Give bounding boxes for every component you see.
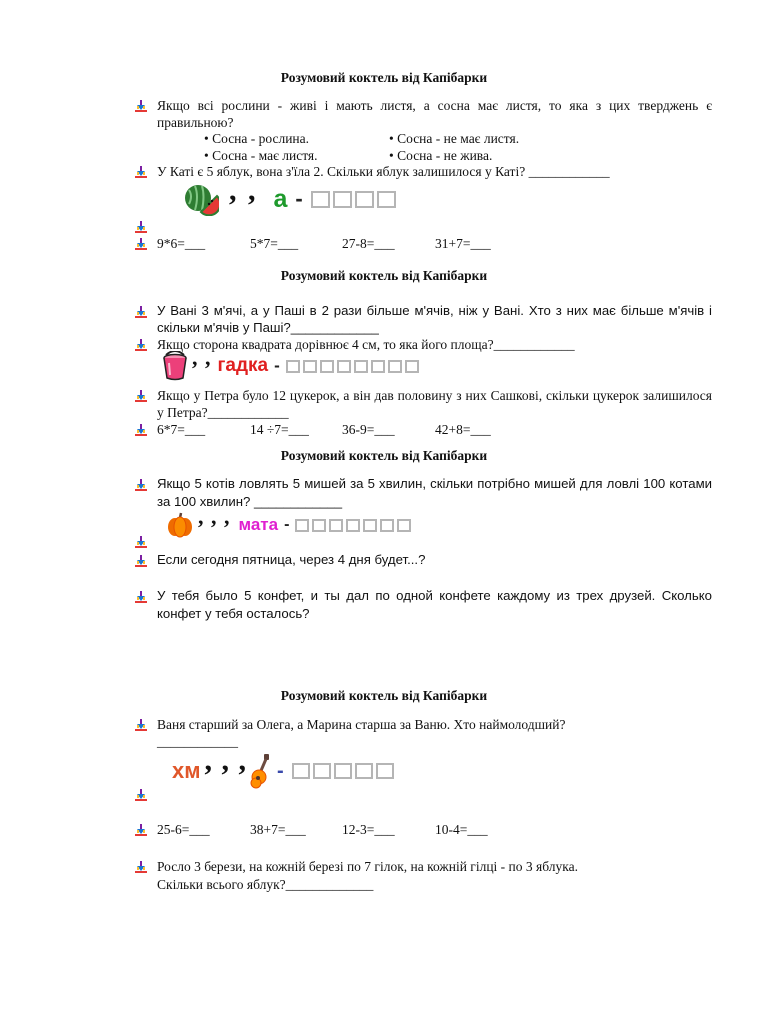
answer-boxes xyxy=(295,519,411,532)
arrow-bullet-icon xyxy=(135,306,147,318)
rebus-commas: , , xyxy=(229,174,258,207)
math-problem: 10-4=___ xyxy=(435,822,488,837)
section-title: Розумовий коктель від Капібарки xyxy=(280,688,488,703)
answer-boxes xyxy=(286,360,419,373)
pumpkin-icon xyxy=(166,512,194,538)
math-problem: 25-6=___ xyxy=(157,822,210,837)
rebus-dash: - xyxy=(295,186,303,211)
math-problem: 6*7=___ xyxy=(157,422,206,437)
arrow-bullet-icon xyxy=(135,390,147,402)
question-text: Если сегодня пятница, через 4 дня будет...? xyxy=(157,552,426,567)
arrow-bullet-icon xyxy=(135,555,147,567)
answer-boxes xyxy=(311,191,396,208)
guitar-icon xyxy=(249,753,273,789)
rebus-dash: - xyxy=(277,759,284,782)
arrow-bullet-icon xyxy=(135,591,147,603)
question-text: Якщо 5 котів ловлять 5 мишей за 5 хвилин, скільки потрібно мишей для ловлі 100 котами за 100 хвилин? ____________ xyxy=(157,476,712,509)
math-problem: 36-9=___ xyxy=(342,422,395,437)
arrow-bullet-icon xyxy=(135,789,147,801)
rebus-puzzle xyxy=(160,345,419,382)
arrow-bullet-icon xyxy=(135,861,147,873)
option-text: • Сосна - має листя. xyxy=(204,148,318,163)
rebus-puzzle xyxy=(183,174,396,217)
rebus-commas: , , , xyxy=(198,504,231,529)
question-text: У Каті є 5 яблук, вона з'їла 2. Скільки яблук залишилося у Каті? ____________ xyxy=(157,164,610,179)
arrow-bullet-icon xyxy=(135,479,147,491)
arrow-bullet-icon xyxy=(135,238,147,250)
rebus-commas: , , xyxy=(192,345,212,370)
arrow-bullet-icon xyxy=(135,824,147,836)
math-problem: 31+7=___ xyxy=(435,236,491,251)
arrow-bullet-icon xyxy=(135,339,147,351)
question-text: Якщо у Петра було 12 цукерок, а він дав половину з них Сашкові, скільки цукерок залишилося у Петра?____________ xyxy=(157,388,712,420)
math-problem: 12-3=___ xyxy=(342,822,395,837)
section-title: Розумовий коктель від Капібарки xyxy=(280,268,488,283)
rebus-letters: а xyxy=(273,184,288,213)
rebus-letters: гадка xyxy=(217,355,269,376)
arrow-bullet-icon xyxy=(135,536,147,548)
rebus-puzzle xyxy=(166,504,411,539)
rebus-dash: - xyxy=(274,356,280,375)
question-text: Ваня старший за Олега, а Марина старша за Ваню. Хто наймолодший? xyxy=(157,717,566,732)
math-problem: 42+8=___ xyxy=(435,422,491,437)
rebus-letters: мата xyxy=(238,515,279,534)
question-text: Скільки всього яблук?_____________ xyxy=(157,877,374,892)
arrow-bullet-icon xyxy=(135,221,147,233)
question-text: У тебя было 5 конфет, и ты дал по одной конфете каждому из трех друзей. Сколько конфет у тебя осталось? xyxy=(157,588,712,621)
answer-blank: ____________ xyxy=(157,734,238,749)
math-problem: 14 ÷7=___ xyxy=(250,422,309,437)
rebus-dash: - xyxy=(284,516,290,533)
watermelon-icon xyxy=(183,182,219,216)
rebus-puzzle xyxy=(172,744,394,791)
question-text: Якщо всі рослини - живі і мають листя, а сосна має листя, то яка з цих тверджень є правильною? xyxy=(157,98,712,130)
question-text: Якщо сторона квадрата дорівнює 4 см, то яка його площа?____________ xyxy=(157,337,575,352)
math-problem: 9*6=___ xyxy=(157,236,206,251)
math-problem: 27-8=___ xyxy=(342,236,395,251)
arrow-bullet-icon xyxy=(135,719,147,731)
option-text: • Сосна - рослина. xyxy=(204,131,310,146)
question-text: У Вані 3 м'ячі, а у Паші в 2 рази більше м'ячів, ніж у Вані. Хто з них має більше м'ячів і скільки м'ячів у Паші?____________ xyxy=(157,303,712,335)
answer-boxes xyxy=(292,763,394,779)
arrow-bullet-icon xyxy=(135,424,147,436)
section-title: Розумовий коктель від Капібарки xyxy=(280,70,488,85)
math-problem: 38+7=___ xyxy=(250,822,306,837)
rebus-letters: хм xyxy=(172,758,201,783)
question-text: Росло 3 берези, на кожній березі по 7 гілок, на кожній гілці - по 3 яблука. xyxy=(157,859,578,874)
option-text: • Сосна - не жива. xyxy=(389,148,493,163)
bucket-icon xyxy=(160,351,190,381)
arrow-bullet-icon xyxy=(135,166,147,178)
section-title: Розумовий коктель від Капібарки xyxy=(280,448,488,463)
math-problem: 5*7=___ xyxy=(250,236,299,251)
arrow-bullet-icon xyxy=(135,100,147,112)
rebus-commas: , , , xyxy=(204,744,248,777)
option-text: • Сосна - не має листя. xyxy=(389,131,520,146)
